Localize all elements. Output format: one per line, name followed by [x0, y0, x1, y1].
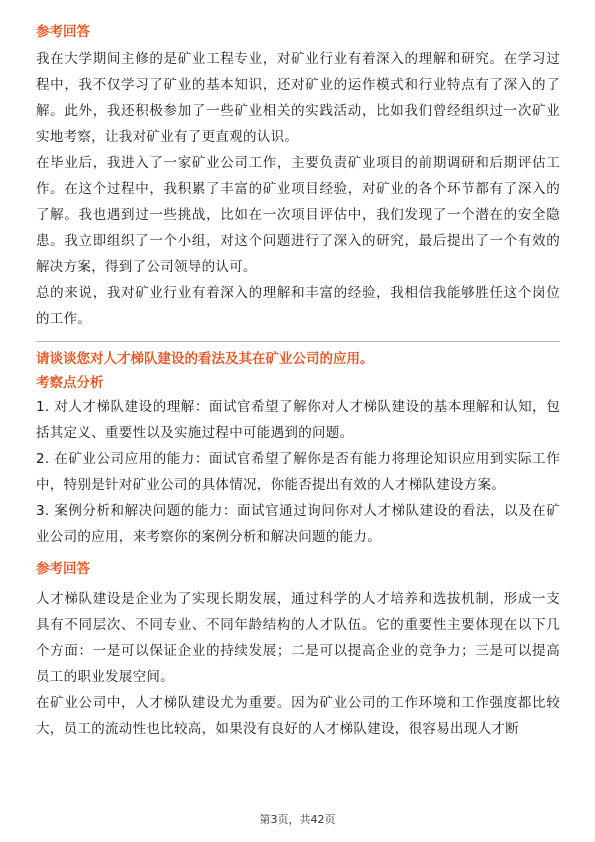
interview-question: 请谈谈您对人才梯队建设的看法及其在矿业公司的应用。 [36, 351, 374, 367]
analysis-list [36, 394, 560, 550]
analysis-heading: 考察点分析 [36, 375, 104, 391]
reference-answer-heading: 参考回答 [36, 561, 90, 577]
reference-answer-heading: 参考回答 [36, 24, 90, 40]
answer-block-1 [36, 46, 560, 332]
analysis-item: 1. 对人才梯队建设的理解：面试官希望了解你对人才梯队建设的基本理解和认知，包括其定义、重要性以及实施过程中可能遇到的问题。 [36, 399, 560, 441]
answer-paragraph: 我在大学期间主修的是矿业工程专业，对矿业行业有着深入的理解和研究。在学习过程中，我不仅学习了矿业的基本知识，还对矿业的运作模式和行业特点有了深入的了解。此外，我还积极参加了一些矿业相关的实践活动，比如我们曾经组织过一次矿业实地考察，让我对矿业有了更直观的认识。 [36, 51, 560, 145]
answer-paragraph: 总的来说，我对矿业行业有着深入的理解和丰富的经验，我相信我能够胜任这个岗位的工作。 [36, 285, 560, 327]
page-number: 第3页，共42页 [259, 813, 336, 826]
section-divider [36, 341, 560, 342]
answer-paragraph: 在毕业后，我进入了一家矿业公司工作，主要负责矿业项目的前期调研和后期评估工作。在这个过程中，我积累了丰富的矿业项目经验，对矿业的各个环节都有了深入的了解。我也遇到过一些挑战，比如在一次项目评估中，我们发现了一个潜在的安全隐患。我立即组织了一个小组，对这个问题进行了深入的研究，最后提出了一个有效的解决方案，得到了公司领导的认可。 [36, 155, 560, 275]
answer-paragraph: 在矿业公司中，人才梯队建设尤为重要。因为矿业公司的工作环境和工作强度都比较大，员工的流动性也比较高，如果没有良好的人才梯队建设，很容易出现人才断 [36, 695, 560, 737]
page-content [36, 22, 560, 742]
analysis-item: 3. 案例分析和解决问题的能力：面试官通过询问你对人才梯队建设的看法，以及在矿业公司的应用，来考察你的案例分析和解决问题的能力。 [36, 503, 560, 545]
answer-block-2 [36, 586, 560, 742]
analysis-item: 2. 在矿业公司应用的能力：面试官希望了解你是否有能力将理论知识应用到实际工作中，特别是针对矿业公司的具体情况，你能否提出有效的人才梯队建设方案。 [36, 451, 560, 493]
answer-paragraph: 人才梯队建设是企业为了实现长期发展，通过科学的人才培养和选拔机制，形成一支具有不同层次、不同专业、不同年龄结构的人才队伍。它的重要性主要体现在以下几个方面：一是可以保证企业的持续发展；二是可以提高企业的竞争力；三是可以提高员工的职业发展空间。 [36, 591, 560, 685]
